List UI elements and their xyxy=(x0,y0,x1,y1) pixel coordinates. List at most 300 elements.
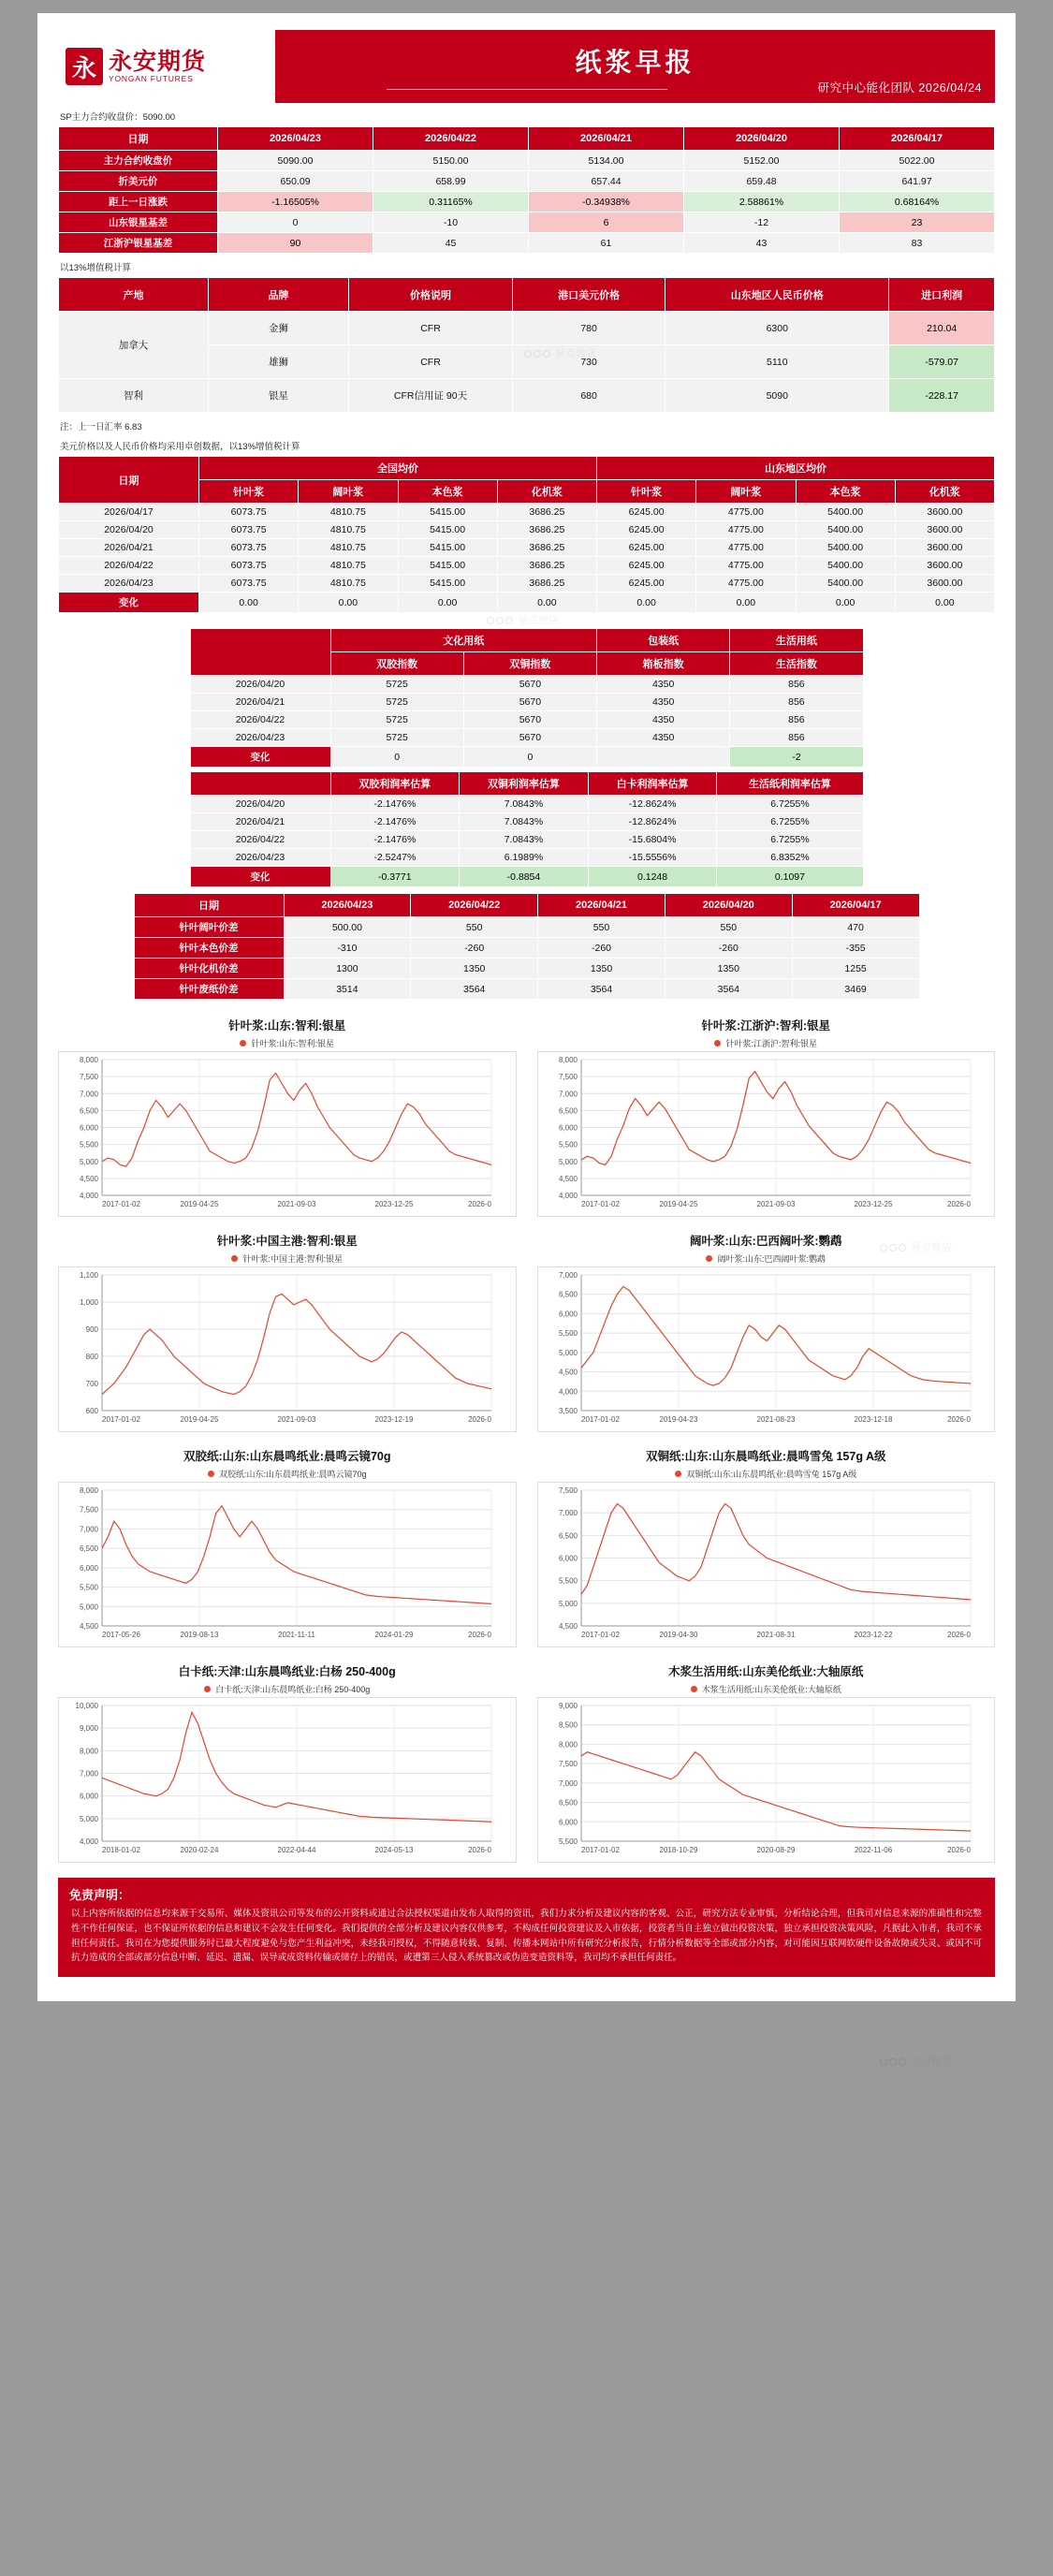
chart-row xyxy=(58,1662,995,1863)
legend-marker-icon xyxy=(240,1040,246,1046)
report-header xyxy=(58,30,995,103)
cell: 6.1989% xyxy=(460,849,589,867)
th: 2026/04/22 xyxy=(373,127,529,151)
cell: 4350 xyxy=(597,729,730,747)
svg-text:2026-0: 2026-0 xyxy=(468,1415,491,1424)
table-row xyxy=(59,504,995,521)
table-row xyxy=(59,557,995,575)
svg-text:2019-04-25: 2019-04-25 xyxy=(180,1200,219,1208)
cell: 650.09 xyxy=(218,171,373,192)
svg-text:4,000: 4,000 xyxy=(558,1387,578,1397)
svg-text:6,000: 6,000 xyxy=(558,1123,578,1133)
avg-price-table xyxy=(58,456,995,613)
svg-text:8,000: 8,000 xyxy=(558,1056,578,1064)
legend-label: 针叶浆:江浙沪:智利:银星 xyxy=(725,1039,817,1048)
table-row xyxy=(134,894,919,917)
th: 品牌 xyxy=(209,278,349,312)
chart-legend xyxy=(537,1252,996,1265)
table-row xyxy=(190,831,863,849)
row-label: 主力合约收盘价 xyxy=(59,151,218,171)
svg-text:2018-10-29: 2018-10-29 xyxy=(659,1846,697,1854)
cell: 6.7255% xyxy=(717,813,863,831)
cell: 6073.75 xyxy=(199,575,299,593)
cell-origin: 加拿大 xyxy=(59,312,209,379)
table-row xyxy=(59,278,995,312)
cell: 6245.00 xyxy=(597,557,696,575)
svg-text:9,000: 9,000 xyxy=(558,1702,578,1710)
cell: 1350 xyxy=(411,959,538,979)
table-row xyxy=(134,917,919,938)
cell: 4810.75 xyxy=(299,575,398,593)
cell: -0.34938% xyxy=(529,192,684,212)
svg-text:6,000: 6,000 xyxy=(558,1554,578,1563)
cell: 3600.00 xyxy=(895,539,994,557)
svg-text:6,500: 6,500 xyxy=(558,1798,578,1808)
cell: 0.68164% xyxy=(840,192,995,212)
th: 2026/04/23 xyxy=(218,127,373,151)
svg-text:2023-12-18: 2023-12-18 xyxy=(854,1415,892,1424)
cell: 5725 xyxy=(330,711,463,729)
chart-plot xyxy=(537,1051,996,1217)
import-profit-table xyxy=(58,277,995,413)
cell: 1300 xyxy=(284,959,411,979)
legend-marker-icon xyxy=(231,1255,238,1262)
svg-text:4,000: 4,000 xyxy=(79,1837,98,1846)
cell: 6 xyxy=(529,212,684,233)
cell: 83 xyxy=(840,233,995,254)
th: 2026/04/21 xyxy=(529,127,684,151)
cell: -260 xyxy=(538,938,665,959)
th: 生活用纸 xyxy=(730,629,863,652)
cell: 0.00 xyxy=(696,593,796,613)
cell: 4775.00 xyxy=(696,557,796,575)
chart-cell xyxy=(58,1447,517,1647)
table-row xyxy=(190,796,863,813)
svg-text:5,500: 5,500 xyxy=(558,1576,578,1586)
svg-text:2021-09-03: 2021-09-03 xyxy=(756,1200,795,1208)
svg-text:6,500: 6,500 xyxy=(558,1290,578,1299)
th: 白卡利润率估算 xyxy=(588,772,717,796)
cell: 0.1097 xyxy=(717,867,863,887)
svg-text:2023-12-25: 2023-12-25 xyxy=(374,1200,414,1208)
cell: 3686.25 xyxy=(497,557,596,575)
cell: CFR xyxy=(349,345,513,379)
svg-text:2026-0: 2026-0 xyxy=(468,1200,491,1208)
cell: -355 xyxy=(792,938,919,959)
cell: 4775.00 xyxy=(696,539,796,557)
chart-row xyxy=(58,1447,995,1647)
cell: 5022.00 xyxy=(840,151,995,171)
cell: 5670 xyxy=(463,711,596,729)
svg-text:2021-09-03: 2021-09-03 xyxy=(277,1200,316,1208)
table-row xyxy=(59,212,995,233)
chart-legend xyxy=(537,1037,996,1049)
cell: 6.7255% xyxy=(717,831,863,849)
page-title: 纸浆早报 xyxy=(575,48,695,77)
cell: 43 xyxy=(684,233,840,254)
cell: -228.17 xyxy=(889,379,995,413)
table-row xyxy=(134,959,919,979)
th: 进口利润 xyxy=(889,278,995,312)
table-row xyxy=(59,480,995,504)
svg-text:2026-0: 2026-0 xyxy=(946,1200,971,1208)
cell: 2026/04/21 xyxy=(190,813,330,831)
cell: 3600.00 xyxy=(895,504,994,521)
th: 阔叶浆 xyxy=(299,480,398,504)
cell: 0.00 xyxy=(597,593,696,613)
chart-title: 木浆生活用纸:山东美伦纸业:大轴原纸 xyxy=(668,1665,864,1678)
cell: 3600.00 xyxy=(895,557,994,575)
cell xyxy=(597,747,730,768)
svg-text:900: 900 xyxy=(85,1325,98,1334)
table-row xyxy=(59,192,995,212)
cell: 5090.00 xyxy=(218,151,373,171)
svg-text:5,500: 5,500 xyxy=(558,1837,578,1846)
disclaimer-title: 免责声明： xyxy=(69,1888,131,1902)
th xyxy=(190,772,330,796)
cell: 23 xyxy=(840,212,995,233)
cell: 5725 xyxy=(330,729,463,747)
row-label: 针叶废纸价差 xyxy=(134,979,284,1000)
legend-marker-icon xyxy=(714,1040,721,1046)
svg-text:2021-08-31: 2021-08-31 xyxy=(756,1631,795,1639)
cell: 1350 xyxy=(538,959,665,979)
cell: 657.44 xyxy=(529,171,684,192)
row-label: 江浙沪银星基差 xyxy=(59,233,218,254)
cell: 5415.00 xyxy=(398,557,497,575)
th: 阔叶浆 xyxy=(696,480,796,504)
cell: -1.16505% xyxy=(218,192,373,212)
svg-text:8,000: 8,000 xyxy=(79,1056,98,1064)
chart-legend xyxy=(58,1037,517,1049)
cell: -15.6804% xyxy=(588,831,717,849)
rate-note: 注：上一日汇率 6.83 xyxy=(60,422,142,432)
svg-text:6,500: 6,500 xyxy=(79,1106,98,1116)
svg-text:4,500: 4,500 xyxy=(558,1622,578,1631)
cell: 500.00 xyxy=(284,917,411,938)
svg-text:6,000: 6,000 xyxy=(79,1792,98,1801)
cell: -2.5247% xyxy=(330,849,460,867)
svg-text:5,500: 5,500 xyxy=(558,1140,578,1149)
svg-text:1,100: 1,100 xyxy=(79,1271,98,1280)
chart-plot xyxy=(58,1266,517,1432)
svg-text:2024-05-13: 2024-05-13 xyxy=(374,1846,414,1854)
svg-text:5,000: 5,000 xyxy=(79,1157,98,1166)
chart-legend xyxy=(58,1252,517,1265)
chart-legend xyxy=(537,1683,996,1695)
svg-text:1,000: 1,000 xyxy=(79,1298,98,1307)
th: 箱板指数 xyxy=(597,652,730,676)
svg-text:2022-04-44: 2022-04-44 xyxy=(277,1846,316,1854)
th: 山东地区均价 xyxy=(597,457,995,480)
chart-plot xyxy=(58,1482,517,1647)
cell: 6073.75 xyxy=(199,557,299,575)
chart-legend xyxy=(58,1683,517,1695)
cell: 0.00 xyxy=(895,593,994,613)
spread-table xyxy=(134,893,920,1000)
legend-label: 白卡纸:天津:山东晨鸣纸业:白杨 250-400g xyxy=(215,1685,371,1694)
th: 2026/04/23 xyxy=(284,894,411,917)
cell: 4350 xyxy=(597,676,730,694)
legend-label: 双胶纸:山东:山东晨鸣纸业:晨鸣云镜70g xyxy=(218,1470,367,1479)
cell: 856 xyxy=(730,729,863,747)
svg-text:6,500: 6,500 xyxy=(79,1544,98,1554)
table-row xyxy=(190,729,863,747)
svg-text:9,000: 9,000 xyxy=(79,1724,98,1734)
svg-text:7,000: 7,000 xyxy=(79,1090,98,1099)
cell: 5415.00 xyxy=(398,539,497,557)
svg-text:5,500: 5,500 xyxy=(79,1140,98,1149)
chart-cell xyxy=(537,1232,996,1432)
cell: 0 xyxy=(218,212,373,233)
svg-text:6,500: 6,500 xyxy=(558,1531,578,1541)
legend-marker-icon xyxy=(208,1471,214,1477)
cell: 3514 xyxy=(284,979,411,1000)
chart-title: 针叶浆:中国主港:智利:银星 xyxy=(216,1235,358,1248)
cell: 4810.75 xyxy=(299,521,398,539)
th: 文化用纸 xyxy=(330,629,597,652)
chart-cell xyxy=(58,1662,517,1863)
table-row xyxy=(190,747,863,768)
svg-text:2017-01-02: 2017-01-02 xyxy=(580,1846,620,1854)
cell: 4350 xyxy=(597,711,730,729)
svg-text:7,000: 7,000 xyxy=(558,1778,578,1788)
table-row xyxy=(59,151,995,171)
table-row xyxy=(59,312,995,345)
chart-title: 阔叶浆:山东:巴西阔叶浆:鹦鹉 xyxy=(690,1235,842,1248)
svg-text:2017-01-02: 2017-01-02 xyxy=(102,1415,140,1424)
svg-text:2017-01-02: 2017-01-02 xyxy=(580,1200,620,1208)
th: 2026/04/20 xyxy=(665,894,792,917)
svg-text:5,000: 5,000 xyxy=(558,1348,578,1357)
cell: 6.7255% xyxy=(717,796,863,813)
row-label: 山东银星基差 xyxy=(59,212,218,233)
svg-text:2021-08-23: 2021-08-23 xyxy=(756,1415,795,1424)
svg-text:2026-0: 2026-0 xyxy=(946,1631,971,1639)
cell: 4775.00 xyxy=(696,521,796,539)
svg-text:2019-04-23: 2019-04-23 xyxy=(659,1415,697,1424)
chart-plot xyxy=(58,1697,517,1863)
svg-text:4,500: 4,500 xyxy=(558,1174,578,1183)
cell: 1350 xyxy=(665,959,792,979)
th: 价格说明 xyxy=(349,278,513,312)
row-label: 变化 xyxy=(59,593,199,613)
table-row xyxy=(190,772,863,796)
cell: 5670 xyxy=(463,676,596,694)
legend-label: 针叶浆:中国主港:智利:银星 xyxy=(242,1254,343,1264)
table-row xyxy=(59,593,995,613)
cell: 5670 xyxy=(463,729,596,747)
cell: 210.04 xyxy=(889,312,995,345)
cell: 6300 xyxy=(665,312,889,345)
cell: 6073.75 xyxy=(199,504,299,521)
svg-text:5,000: 5,000 xyxy=(558,1157,578,1166)
chart-cell xyxy=(537,1017,996,1217)
chart-cell xyxy=(58,1017,517,1217)
table-row xyxy=(59,379,995,413)
cell: CFR xyxy=(349,312,513,345)
cell: 6245.00 xyxy=(597,521,696,539)
cell: 5725 xyxy=(330,694,463,711)
th: 日期 xyxy=(59,457,199,504)
cell: 6245.00 xyxy=(597,575,696,593)
cell: 5150.00 xyxy=(373,151,529,171)
svg-text:8,000: 8,000 xyxy=(79,1486,98,1495)
svg-text:2019-04-25: 2019-04-25 xyxy=(659,1200,697,1208)
cell: 5400.00 xyxy=(796,539,895,557)
chart-cell xyxy=(58,1232,517,1432)
cell: 550 xyxy=(411,917,538,938)
cell: 5152.00 xyxy=(684,151,840,171)
cell: 2026/04/23 xyxy=(190,729,330,747)
table-row xyxy=(59,457,995,480)
svg-text:6,000: 6,000 xyxy=(79,1123,98,1133)
cell: 7.0843% xyxy=(460,831,589,849)
svg-text:2023-12-19: 2023-12-19 xyxy=(374,1415,414,1424)
legend-marker-icon xyxy=(706,1255,712,1262)
cell: 5090 xyxy=(665,379,889,413)
profit-rate-table xyxy=(190,771,864,887)
svg-text:2017-01-02: 2017-01-02 xyxy=(580,1415,620,1424)
svg-text:7,500: 7,500 xyxy=(558,1486,578,1495)
table-row xyxy=(134,938,919,959)
svg-text:2023-12-22: 2023-12-22 xyxy=(854,1631,892,1639)
cell: 4810.75 xyxy=(299,504,398,521)
svg-text:2022-11-06: 2022-11-06 xyxy=(854,1846,892,1854)
row-label: 针叶化机价差 xyxy=(134,959,284,979)
row-label: 折美元价 xyxy=(59,171,218,192)
cell-origin: 智利 xyxy=(59,379,209,413)
cell: 5670 xyxy=(463,694,596,711)
chart-title: 双铜纸:山东:山东晨鸣纸业:晨鸣雪兔 157g A级 xyxy=(646,1450,886,1463)
svg-text:6,000: 6,000 xyxy=(79,1563,98,1573)
svg-text:8,000: 8,000 xyxy=(558,1740,578,1749)
cell: 4775.00 xyxy=(696,575,796,593)
legend-label: 双铜纸:山东:山东晨鸣纸业:晨鸣雪兔 157g A级 xyxy=(686,1470,857,1479)
th: 2026/04/17 xyxy=(792,894,919,917)
svg-text:2018-01-02: 2018-01-02 xyxy=(102,1846,140,1854)
cell: -12.8624% xyxy=(588,813,717,831)
cell: 90 xyxy=(218,233,373,254)
cell: -260 xyxy=(665,938,792,959)
svg-text:2017-01-02: 2017-01-02 xyxy=(102,1200,140,1208)
cell: 0.31165% xyxy=(373,192,529,212)
paper-index-table xyxy=(190,628,864,768)
cell: 0.00 xyxy=(299,593,398,613)
svg-text:4,500: 4,500 xyxy=(79,1622,98,1631)
cell: 4775.00 xyxy=(696,504,796,521)
cell: 3686.25 xyxy=(497,521,596,539)
watermark: 易点像店 xyxy=(880,1239,952,1254)
th: 针叶浆 xyxy=(199,480,299,504)
svg-text:8,000: 8,000 xyxy=(79,1747,98,1756)
cell: 659.48 xyxy=(684,171,840,192)
chart-legend xyxy=(537,1468,996,1480)
legend-marker-icon xyxy=(204,1686,211,1692)
cell: 4810.75 xyxy=(299,557,398,575)
logo-text-en: YONGAN FUTURES xyxy=(109,74,194,84)
chart-plot xyxy=(58,1051,517,1217)
cell: 550 xyxy=(538,917,665,938)
cell: 5400.00 xyxy=(796,557,895,575)
svg-text:5,000: 5,000 xyxy=(79,1603,98,1612)
cell: 2026/04/21 xyxy=(190,694,330,711)
svg-text:7,500: 7,500 xyxy=(558,1760,578,1769)
cell: 2026/04/17 xyxy=(59,504,199,521)
cell: 0.00 xyxy=(398,593,497,613)
chart-title: 针叶浆:江浙沪:智利:银星 xyxy=(701,1019,830,1032)
watermark: 易点像店 xyxy=(880,2054,952,2069)
th: 2026/04/21 xyxy=(538,894,665,917)
svg-text:10,000: 10,000 xyxy=(75,1702,98,1710)
svg-text:2020-02-24: 2020-02-24 xyxy=(180,1846,219,1854)
svg-text:7,000: 7,000 xyxy=(79,1769,98,1778)
chart-title: 白卡纸:天津:山东晨鸣纸业:白杨 250-400g xyxy=(178,1665,396,1678)
chart-cell xyxy=(537,1662,996,1863)
row-label: 变化 xyxy=(190,747,330,768)
chart-legend xyxy=(58,1468,517,1480)
th: 2026/04/17 xyxy=(840,127,995,151)
cell: 7.0843% xyxy=(460,796,589,813)
cell: 680 xyxy=(513,379,665,413)
cell: 6245.00 xyxy=(597,539,696,557)
svg-text:8,500: 8,500 xyxy=(558,1720,578,1730)
cell: 658.99 xyxy=(373,171,529,192)
charts-section xyxy=(58,1017,995,1863)
cell: 4810.75 xyxy=(299,539,398,557)
logo-mark-icon: 永 xyxy=(66,48,103,85)
svg-text:2026-0: 2026-0 xyxy=(468,1631,491,1639)
svg-text:4,000: 4,000 xyxy=(79,1192,98,1200)
logo-text-cn: 永安期货 xyxy=(109,48,207,75)
row-label: 针叶阔叶价差 xyxy=(134,917,284,938)
svg-text:5,000: 5,000 xyxy=(79,1814,98,1823)
svg-text:2020-08-29: 2020-08-29 xyxy=(756,1846,795,1854)
paper-index-table-wrap xyxy=(190,628,864,768)
cell: 2.58861% xyxy=(684,192,840,212)
svg-text:2021-09-03: 2021-09-03 xyxy=(277,1415,316,1424)
legend-label: 木浆生活用纸:山东美伦纸业:大轴原纸 xyxy=(701,1685,841,1694)
table-row xyxy=(59,171,995,192)
cell: 5415.00 xyxy=(398,521,497,539)
cell: 3600.00 xyxy=(895,575,994,593)
main-contract-table xyxy=(58,126,995,254)
svg-text:2019-08-13: 2019-08-13 xyxy=(180,1631,219,1639)
svg-text:2026-0: 2026-0 xyxy=(946,1415,971,1424)
table-row xyxy=(190,629,863,652)
cell: -2.1476% xyxy=(330,813,460,831)
cell: 2026/04/20 xyxy=(190,796,330,813)
cell: 3564 xyxy=(411,979,538,1000)
import-profit-table-wrap xyxy=(58,277,995,413)
legend-label: 阔叶浆:山东:巴西阔叶浆:鹦鹉 xyxy=(717,1254,826,1264)
svg-text:2017-01-02: 2017-01-02 xyxy=(580,1631,620,1639)
cell: 2026/04/20 xyxy=(59,521,199,539)
cell: 0.00 xyxy=(199,593,299,613)
cell: 1255 xyxy=(792,959,919,979)
chart-plot xyxy=(537,1697,996,1863)
svg-text:6,000: 6,000 xyxy=(558,1310,578,1319)
cell: 2026/04/21 xyxy=(59,539,199,557)
table-row xyxy=(190,711,863,729)
cell: 3686.25 xyxy=(497,575,596,593)
cell: 6073.75 xyxy=(199,521,299,539)
vat-note: 以13%增值税计算 xyxy=(60,263,132,273)
company-logo xyxy=(58,30,275,103)
th: 针叶浆 xyxy=(597,480,696,504)
profit-rate-table-wrap xyxy=(190,771,864,887)
svg-text:7,000: 7,000 xyxy=(558,1271,578,1280)
